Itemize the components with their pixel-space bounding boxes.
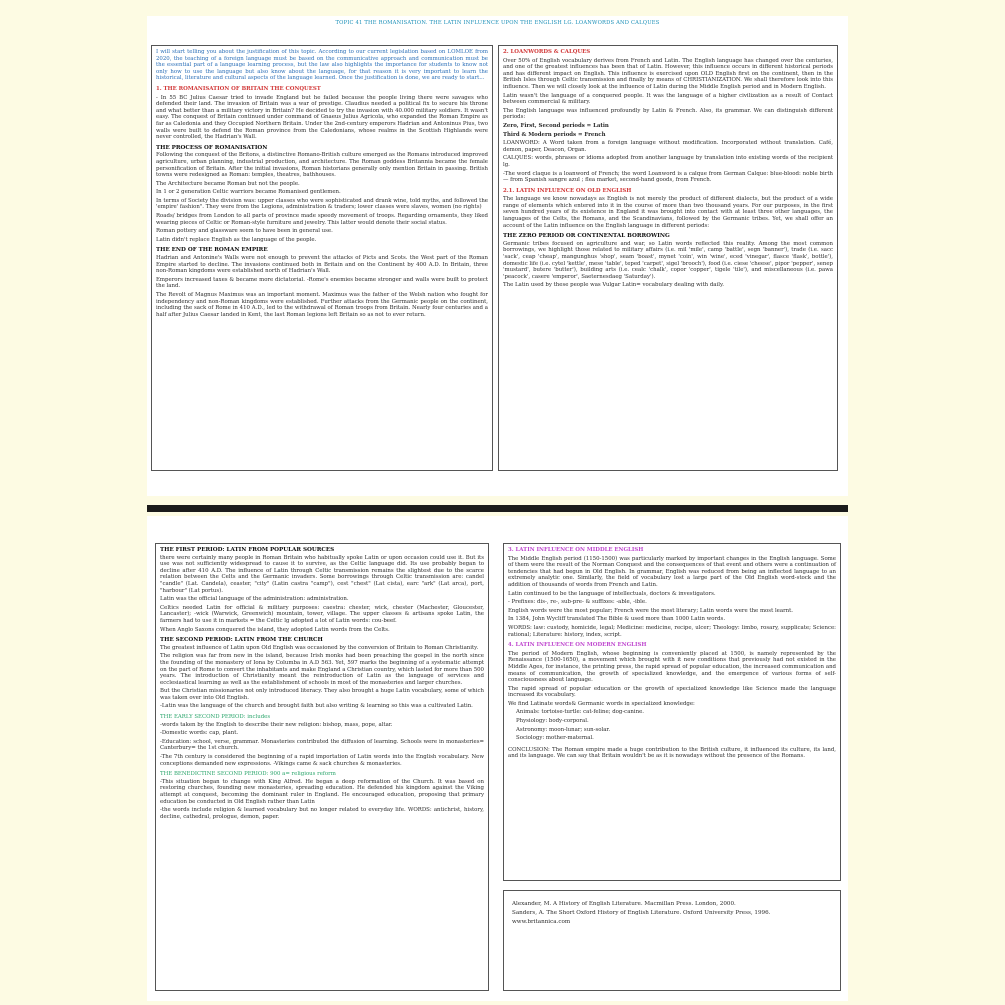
paragraph: Over 50% of English vocabulary derives from French and Latin. The English language has changed over the centuries, and one of the greatest influences has been that of Latin. However, this influence occurs in different historical periods and has different impact on English. This influence is exercised upon OLD English first on the continent, then in the British Isles through Celtic transmission and finally by means of CHRISTIANIZATION. We shall therefore look into this influence. Then we will closely look at the influence of Latin during the Middle English period and in Modern English. (503, 57, 833, 90)
paragraph: - Prefixes: dis-, re-, sub-pre- & suffixes: -able, -ible. (508, 599, 647, 606)
paragraph: there were certainly many people in Roman Britain who habitually spoke Latin or upon occasion could use it. But its use was not sufficiently widespread to cause it to survive, as the Celtic language did. Its use probably began to decline after 410 A.D. The influence of Latin through Celtic transmission remains the slightest due to the scarce relation between the Celts and the Germanic invaders. Some borrowings through Celtic transmission are: candel "candle" (Lat. Candela), ceaster, "city" (Latin castra "camp"), cest "chest" (Lat cista), earc "ark" (Lat arca), port, "harbour" (Lat portus). (160, 554, 484, 594)
paragraph: Latin continued to be the language of intellectuals, doctors & investigators. (508, 590, 716, 597)
paragraph: The period of Modern English, whose beginning is conveniently placed at 1500, is namely represented by the Renaissance (1500-1650), a movement which brought with it new conditions that previously had not existed in the Middle Ages, for instance, the printing press, the rapid spread of popular education, the increased communication and means of communication, the growth of specialized knowledge, and the emergence of various forms of self-consciousness about language. (508, 650, 836, 684)
section-heading-first-period: THE FIRST PERIOD: LATIN FROM POPULAR SOURCES (160, 547, 335, 553)
section-heading-end-empire: THE END OF THE ROMAN EMPIRE (156, 247, 268, 254)
section-heading-zero-period: THE ZERO PERIOD OR CONTINENTAL BORROWING (503, 233, 670, 240)
paragraph: -the words include religion & learned vocabulary but no longer related to everyday life. WORDS: antichrist, history, decline, cathedral, prologue, demon, paper. (160, 807, 484, 820)
paragraph: Roman pottery and glassware seem to have been in general use. (156, 228, 333, 235)
section-heading-loanwords: 2. LOANWORDS & CALQUES (503, 49, 591, 55)
paragraph: The rapid spread of popular education or the growth of specialized knowledge like Science made the language increased its vocabulary. (508, 685, 836, 699)
section-heading-middle-english: 3. LATIN INFLUENCE ON MIDDLE ENGLISH (508, 547, 644, 553)
paragraph: In 1 or 2 generation Celtic warriors became Romanised gentlemen. (156, 189, 341, 196)
page-divider (147, 505, 848, 512)
paragraph: Latin didn't replace English as the language of the people. (156, 236, 317, 243)
middle-modern-english-column (503, 543, 841, 881)
paragraph: The English language was influenced profoundly by Latin & French. Also, its grammar. We can distinguish different periods: (503, 107, 833, 121)
section-heading-process: THE PROCESS OF ROMANISATION (156, 144, 268, 151)
reference-item: Alexander, M. A History of English Literature. Macmillan Press. London, 2000. (512, 901, 736, 907)
paragraph: In 1384, John Wycliff translated The Bible & used more than 1000 Latin words. (508, 616, 726, 623)
paragraph: CALQUES: words, phrases or idioms adopted from another language by translation into existing words of the recipient lg. (503, 155, 833, 168)
paragraph: Third & Modern periods = French (503, 131, 606, 138)
paragraph: We find Latinate words& Germanic words in specialized knowledge: (508, 700, 695, 707)
paragraph: WORDS: law: custody, homicide, legal; Medicine: medicine, recipe, ulcer; Theology: limbo, rosary, supplicate; Science: rational; Literature: history, index, script. (508, 624, 836, 638)
loanwords-column (498, 45, 838, 471)
conclusion-paragraph: CONCLUSION: The Roman empire made a huge contribution to the British culture, it influenced its culture, its land, and its language. We can say that Britain wouldn't be as it is nowadays without the presence of the Romans. (508, 746, 836, 760)
paragraph: Germanic tribes focused on agriculture and war, so Latin words reflected this reality. Among the most common borrowings, we highlight those related to military affairs (i.e. mil 'mile', camp 'battle', segn 'banner'), trade (i.e. sacc 'sack', ceap 'cheap', mangunghus 'shop', seam 'boast', mynet 'coin', win 'wine', eced 'vinegar', flasce 'flask', bottle'), domestic life (i.e. cytel 'kettle', mese 'table', teped 'carpet', sigel 'brooch'), food (i.e. ciese 'cheese', pipor 'pepper', senep 'mustard', butere 'butter'), building arts (i.e. cealc 'chalk', copor 'copper', tigele 'tile'), and miscellaneous (i.e. pawa 'peacock', casere 'emperor', Saeternesdaeg 'Saturday'). (503, 240, 833, 280)
paragraph: -Education: school, verse, grammar. Monasteries contributed the diffusion of learning. Schools were in monasteries= Canterbury= the 1st church. (160, 738, 484, 752)
reference-item: Sanders, A. The Short Oxford History of English Literature. Oxford University Press, 1996. (512, 910, 771, 916)
paragraph: When Anglo Saxons conquered the island, they adopted Latin words from the Celts. (160, 626, 390, 633)
paragraph: The Latin used by these people was Vulgar Latin= vocabulary dealing with daily. (503, 282, 725, 289)
paragraph: - In 55 BC Julius Caesar tried to invade England but he failed because the people living there were savages who defended their land. The invasion of Britain was a war of prestige. Claudius needed a political fix to secure his throne and what better than a military victory in Britain? He decided to try the invasion with 40.000 military soldiers. It wasn't easy. The conquest of Britain continued under command of Gnaeus Julius Agricola, who expanded the Roman Empire as far as Caledonia and they Occupied Northern Britain. Under the 2nd-century emperors Hadrian and Antoninus Pius, two walls were built to defend the Roman province from the Caledonians, whose realms in the Scottish Highlands were never controlled, the Hadrian's Wall. (156, 94, 488, 141)
paragraph: The language we know nowadays as English is not merely the product of different dialects, but the product of a wide range of elements which entered into it in the course of more than two thousand years. For our purposes, in the first seven hundred years of its existence in England it was brought into contact with at least three other languages, the languages of the Celts, the Romans, and the Scandinavians, followed by the Germanic tribes. Yet, we shall offer an account of the Latin influence on the English language in different periods: (503, 196, 833, 229)
paragraph: Hadrian and Antonine's Walls were not enough to prevent the attacks of Picts and Scots. the West part of the Roman Empire started to decline. The invasions continued both in Britain and on the Continent by 400 A.D. In Britain, three non-Roman kingdoms were established north of Hadrian's Wall. (156, 255, 488, 275)
section-heading-second-period: THE SECOND PERIOD: LATIN FROM THE CHURCH (160, 637, 323, 644)
section-heading-modern-english: 4. LATIN INFLUENCE ON MODERN ENGLISH (508, 642, 647, 649)
paragraph: -The word claque is a loanword of French; the word Loanword is a calque from German Calque: blue-blood: noble birth — from Spanish sangre azul ; flea market, second-hand goods, from French. (503, 170, 833, 184)
references-box (503, 890, 841, 991)
paragraph: The Revolt of Magnus Maximus was an important moment. Maximus was the father of the Welsh nation who fought for independency and non-Roman kingdoms were established. Further attacks from the Germanic people on the continent, including the sack of Rome in 410 A.D., led to the withdrawal of Roman troops from Britain. Nearly four centuries and a half after Julius Caesar landed in Kent, the last Roman legions left Britain so as not to ever return. (156, 292, 488, 318)
latin-periods-column (155, 543, 489, 991)
paragraph: The Architecture became Roman but not the people. (156, 180, 300, 187)
paragraph: -The 7th century is considered the beginning of a rapid importation of Latin words into the English vocabulary. New conceptions demanded new expressions. -Vikings came & sack churches & monasteries. (160, 754, 484, 767)
paragraph: Animals: tortoise-turtle: cat-feline; dog-canine. (516, 709, 644, 716)
section-heading-benedictine: THE BENEDICTINE SECOND PERIOD: 900 a= religious reform (160, 771, 336, 778)
paragraph: The Middle English period (1150-1500) was particularly marked by important changes in the English language. Some of them were the result of the Norman Conquest and the consequences of that event and others were a continuation of tendencies that had begun in Old English. In grammar, English was reduced from being an inflected language to an extremely analytic one. Similarly, the field of vocabulary lost a large part of the Old English word-stock and the addition of thousands of words from French and Latin. (508, 555, 836, 588)
paragraph: Emperors increased taxes & became more dictatorial. -Rome's enemies became stronger and walls were built to protect the land. (156, 276, 488, 290)
paragraph: Astronomy: moon-lunar; sun-solar. (516, 726, 611, 733)
section-heading-early-second: THE EARLY SECOND PERIOD: includes (160, 714, 271, 721)
paragraph: -Domestic words: cap, plant. (160, 730, 239, 737)
paragraph: LOANWORD: A Word taken from a foreign language without modification. Incorporated without translation. Café, demon, paper, Deacon, Organ. (503, 140, 833, 153)
paragraph: Latin wasn't the language of a conquered people. It was the language of a higher civilization as a result of Contact between commercial & military. (503, 92, 833, 106)
paragraph: The greatest influence of Latin upon Old English was occasioned by the conversion of Britain to Roman Christianity. (160, 644, 479, 651)
paragraph: Following the conquest of the Britons, a distinctive Romano-British culture emerged as the Romans introduced improved agriculture, urban planning, industrial production, and architecture. The Roman goddess Britannia became the female personification of Britain. After the initial invasions, Roman historians generally only mention Britain in passing. British towns were redesigned as Roman: temples, theatres, bathhouses. (156, 152, 488, 179)
topic-title: TOPIC 41 THE ROMANISATION. THE LATIN INFLUENCE UPON THE ENGLISH LG. LOANWORDS AND CALQUES (335, 20, 660, 26)
romanisation-column (151, 45, 493, 471)
paragraph: The religion was far from new in the island, because Irish monks had been preaching the gospel in the north since the founding of the monastery of Iona by Columba in A.D 563. Yet, 597 marks the beginning of a systematic attempt on the part of Rome to convert the inhabitants and make England a Christian country, which lasted for more than 500 years. The introduction of Christianity meant the reintroduction of Latin as the language of services and ecclesiastical learning as well as the establishment of schools in most of the monasteries and larger churches. (160, 653, 484, 686)
paragraph: In terms of Society the division was: upper classes who were sophisticated and drank wine, told myths, and followed the 'empire' fashion". They were from the Legions, administration & traders; lower classes were slaves, women (no rights) (156, 197, 488, 211)
paragraph: -words taken by the English to describe their new religion: bishop, mass, pope, altar. (160, 721, 393, 728)
section-heading-old-english: 2.1. LATIN INFLUENCE ON OLD ENGLISH (503, 187, 632, 194)
paragraph: -Latin was the language of the church and brought faith but also writing & learning so this was a cultivated Latin. (160, 703, 473, 710)
paragraph: Latin was the official language of the administration: administration. (160, 596, 349, 603)
paragraph: Celtics needed Latin for official & military purposes: caestra: chester, wick, chester (Machester, Gloucester, Lancaster); -wick (Warwick, Greenwich) mountain, tower, village. The upper classes & artisans spoke Latin, the farmers had to use it in markets = the Celtic lg adopted a lot of Latin words: cou-beef. (160, 604, 484, 624)
paragraph: Sociology: mother-maternal. (516, 735, 594, 742)
section-heading-romanisation: 1. THE ROMANISATION OF BRITAIN THE CONQUEST (156, 85, 321, 92)
paragraph: -This situation began to change with King Alfred. He began a deep reformation of the Church. It was based on restoring churches, founding new monasteries, spreading education. He defended his kingdom against the Viking attempt at conquest, becoming the dominant ruler in England. He encouraged education, proposing that primary education be conducted in Old English rather than Latin (160, 778, 484, 805)
justification-paragraph: I will start telling you about the justification of this topic. According to our current legislation based on LOMLOE from 2020, the teaching of a foreign language must be based on the communicative approach and communication must be the essential part of a language learning process, but the law also highlights the importance for students to know not only how to use the language but also know about the language, for that reason it is very important to learn the historical, literature and cultural aspects of the language learned. Once the justification is done, we are ready to start... (156, 49, 488, 82)
paragraph: Roads/ bridges from London to all parts of province made speedy movement of troops. Regarding ornaments, they liked wearing pieces of Celtic or Roman-style furniture and jewelry. This latter would denote their social status. (156, 213, 488, 226)
paragraph: Zero, First, Second periods = Latin (503, 122, 609, 129)
paragraph: But the Christian missionaries not only introduced literacy. They also brought a huge Latin vocabulary, some of which was taken over into Old English. (160, 688, 484, 701)
paragraph: English words were the most popular; French were the most literary; Latin words were the most learnt. (508, 607, 794, 614)
reference-item: www.britannica.com (512, 919, 571, 925)
paragraph: Physiology: body-corporal. (516, 718, 589, 725)
